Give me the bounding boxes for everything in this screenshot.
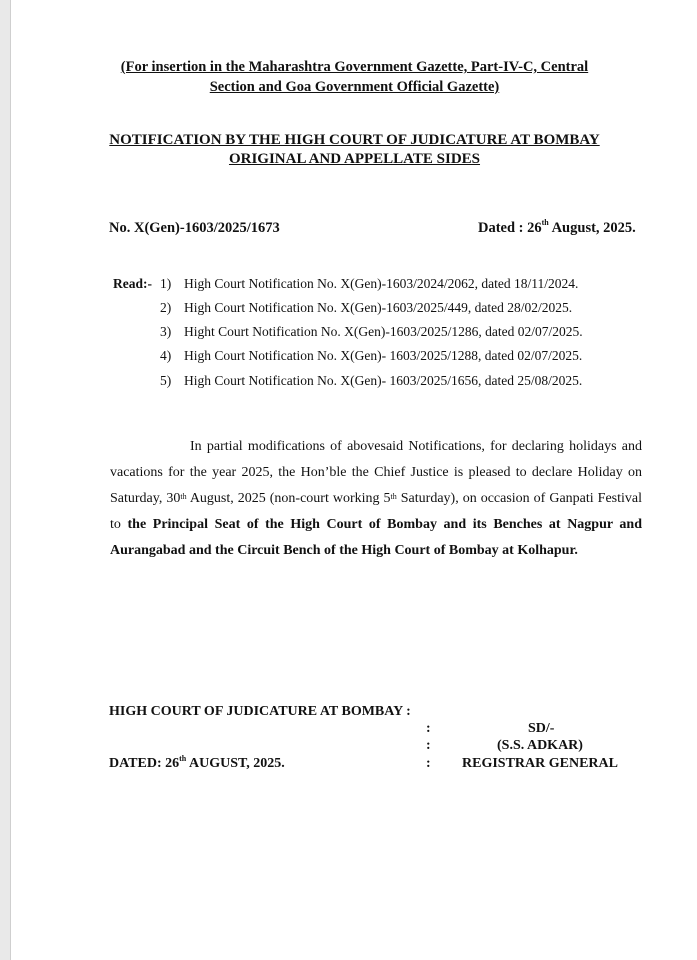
gazette-line-2: Section and Goa Government Official Gazette) (209, 79, 500, 95)
colon: : (426, 756, 431, 771)
notification-body: In partial modifications of abovesaid Notifications, for declaring holidays and vacations for the year 2025, the Hon’ble the Chief Justice is pleased to declare Holiday on Saturday, 30th August, 2025 (non-court working 5th Saturday), on occasion of Ganpati Festival to the Principal Seat of the High Court of Bombay and its Benches at Nagpur and Aurangabad and the Circuit Bench of the High Court of Bombay at Kolhapur. (110, 439, 643, 558)
gazette-insertion-note (11, 57, 697, 97)
notification-number: No. X(Gen)-1603/2025/1673 (109, 220, 280, 236)
read-item: 3) Hight Court Notification No. X(Gen)-1603/2025/1286, dated 02/07/2025. (160, 324, 583, 339)
document-page (10, 0, 697, 960)
colon: : (426, 738, 431, 753)
notification-heading (11, 131, 697, 169)
read-item: 1) High Court Notification No. X(Gen)-1603/2024/2062, dated 18/11/2024. (160, 276, 579, 291)
signatory-name: (S.S. ADKAR) (497, 738, 583, 753)
heading-line-1: NOTIFICATION BY THE HIGH COURT OF JUDICATURE AT BOMBAY (109, 132, 600, 148)
sd-mark: SD/- (528, 721, 555, 736)
gazette-line-1: (For insertion in the Maharashtra Government Gazette, Part-IV-C, Central (120, 59, 589, 75)
signatory-designation: REGISTRAR GENERAL (462, 756, 618, 771)
read-item: 5) High Court Notification No. X(Gen)- 1603/2025/1656, dated 25/08/2025. (160, 373, 583, 388)
holiday-applicability: the Principal Seat of the High Court of Bombay and its Benches at Nagpur and Aurangabad and the Circuit Bench of the High Court of Bombay at Kolhapur. (110, 517, 643, 558)
heading-line-2: ORIGINAL AND APPELLATE SIDES (228, 151, 481, 167)
read-label: Read:- (113, 276, 152, 291)
court-name: HIGH COURT OF JUDICATURE AT BOMBAY : (109, 704, 411, 719)
notification-date: Dated : 26th August, 2025. (478, 218, 636, 236)
read-item: 2) High Court Notification No. X(Gen)-1603/2025/449, dated 28/02/2025. (160, 300, 573, 315)
colon: : (426, 721, 431, 736)
signature-date: DATED: 26th AUGUST, 2025. (109, 754, 285, 771)
read-item: 4) High Court Notification No. X(Gen)- 1603/2025/1288, dated 02/07/2025. (160, 348, 583, 363)
